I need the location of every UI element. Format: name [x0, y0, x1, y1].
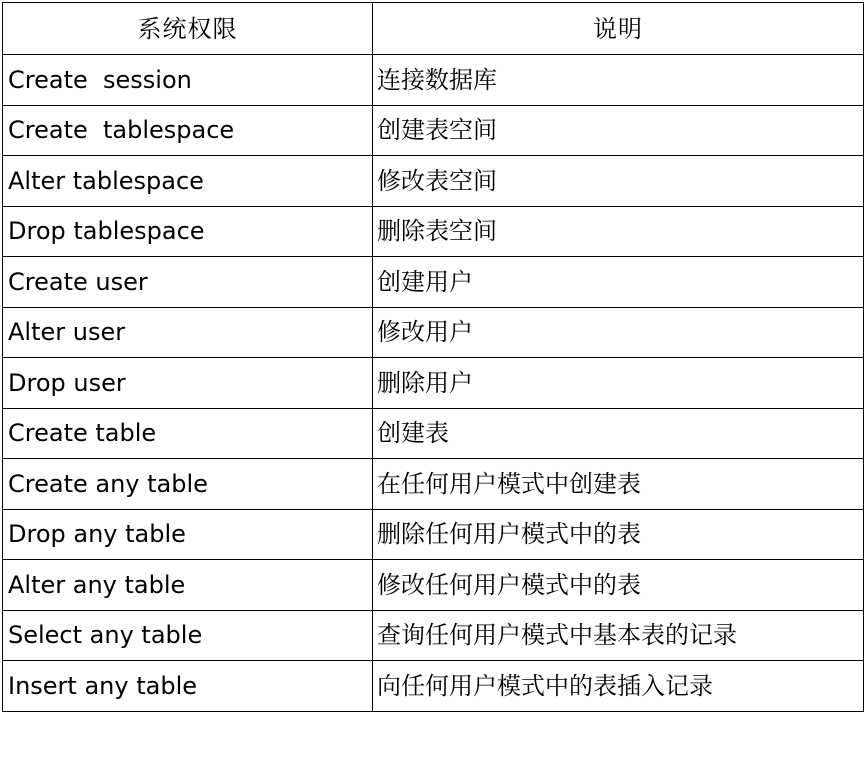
table-row: [3, 206, 864, 257]
table-row: [3, 661, 864, 712]
cell-privilege: Create user: [3, 257, 373, 308]
privileges-table: [2, 2, 864, 712]
cell-privilege: Drop tablespace: [3, 206, 373, 257]
cell-privilege: Alter user: [3, 307, 373, 358]
table-header: [3, 3, 864, 55]
header-description: [373, 3, 864, 55]
cell-privilege: Select any table: [3, 610, 373, 661]
header-description-label: 说明: [593, 14, 643, 43]
cell-description: 向任何用户模式中的表插入记录: [373, 661, 864, 712]
cell-privilege: Alter tablespace: [3, 156, 373, 207]
table-row: [3, 560, 864, 611]
cell-description: 在任何用户模式中创建表: [373, 459, 864, 510]
table-row: [3, 105, 864, 156]
table-row: [3, 509, 864, 560]
table-row: [3, 55, 864, 106]
header-privilege: [3, 3, 373, 55]
table-row: [3, 459, 864, 510]
header-privilege-label: 系统权限: [137, 14, 238, 43]
table-row: [3, 610, 864, 661]
cell-description: 连接数据库: [373, 55, 864, 106]
cell-description: 查询任何用户模式中基本表的记录: [373, 610, 864, 661]
cell-description: 创建表: [373, 408, 864, 459]
header-row: [3, 3, 864, 55]
table-row: [3, 358, 864, 409]
cell-privilege: Drop any table: [3, 509, 373, 560]
cell-privilege: Insert any table: [3, 661, 373, 712]
table-row: [3, 307, 864, 358]
cell-privilege: Create tablespace: [3, 105, 373, 156]
cell-description: 修改任何用户模式中的表: [373, 560, 864, 611]
table-row: [3, 408, 864, 459]
cell-description: 修改表空间: [373, 156, 864, 207]
cell-description: 删除用户: [373, 358, 864, 409]
cell-privilege: Create table: [3, 408, 373, 459]
cell-privilege: Create session: [3, 55, 373, 106]
table-row: [3, 156, 864, 207]
cell-description: 删除表空间: [373, 206, 864, 257]
cell-description: 删除任何用户模式中的表: [373, 509, 864, 560]
cell-description: 修改用户: [373, 307, 864, 358]
cell-privilege: Drop user: [3, 358, 373, 409]
table-body: [3, 55, 864, 712]
cell-privilege: Create any table: [3, 459, 373, 510]
table-row: [3, 257, 864, 308]
cell-description: 创建用户: [373, 257, 864, 308]
cell-description: 创建表空间: [373, 105, 864, 156]
cell-privilege: Alter any table: [3, 560, 373, 611]
